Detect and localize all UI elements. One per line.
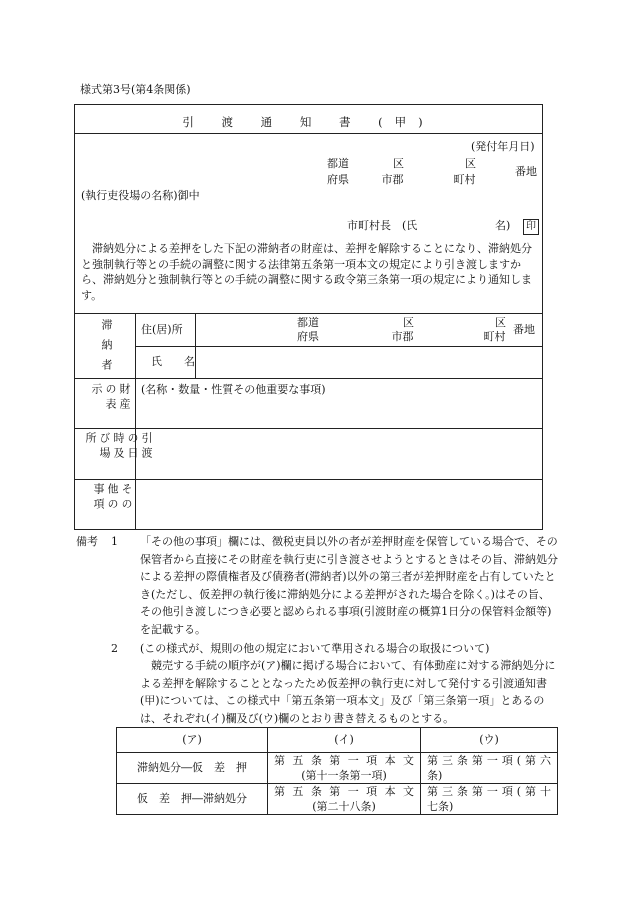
- replacement-table: [116, 727, 558, 815]
- mayor-label: 市町村長 (氏: [347, 219, 418, 232]
- taxpayer-prefecture: 都道 府県: [297, 316, 319, 343]
- seal-mark: 印: [523, 218, 539, 235]
- row-1-a: 滞納処分―仮 差 押: [117, 753, 268, 784]
- header-town: 区 町村: [453, 157, 476, 186]
- note-2-number: 2: [111, 642, 118, 655]
- row-line-5: [75, 479, 542, 480]
- replacement-table-header: [117, 728, 558, 753]
- mayor-name-close: 名): [495, 219, 511, 232]
- row-2-i: 第五条第一項本文 (第二十八条): [268, 784, 421, 815]
- row-line-2: [135, 346, 542, 347]
- row-line-3: [75, 378, 542, 379]
- taxpayer-city: 区 市郡: [391, 316, 414, 343]
- row-1-u: 第三条第一項(第六 条): [421, 753, 558, 784]
- header-prefecture: 都道 府県: [327, 157, 349, 186]
- taxpayer-town: 区 町村: [483, 316, 506, 343]
- header-i: (イ): [268, 728, 421, 753]
- label-column-divider: [135, 313, 136, 529]
- title-divider: [75, 133, 542, 134]
- taxpayer-banchi: 番地: [513, 323, 535, 336]
- note-1: [111, 533, 558, 638]
- property-label: 財産の表示: [90, 383, 131, 413]
- table-row: [117, 784, 558, 815]
- note-2-text: 競売する手続の順序が(ア)欄に掲げる場合において、有体動産に対する滞納処分による差押を解除することとなったため仮差押の執行吏に対して発付する引渡通知書(甲)については、この様式中「第五条第一項本文」及び「第三条第一項」とあるのは、それぞれ(イ)欄及び(ウ)欄のとおり書き替えるものとする。: [140, 659, 556, 725]
- table-row: [117, 753, 558, 784]
- body-paragraph: 滞納処分による差押をした下記の滞納者の財産は、差押を解除することになり、滞納処分と強制執行等との手続の調整に関する法律第五条第一項本文の規定により引き渡しますから、滞納処分と強制執行等との手続の調整に関する政令第三条第一項の規定により通知します。: [81, 242, 532, 302]
- form-number-label: 様式第3号(第4条関係): [80, 83, 191, 96]
- note-1-text: 「その他の事項」欄には、徴税吏員以外の者が差押財産を保管している場合で、その保管者から直接にその財産を執行吏に引き渡させようとするときはその旨、滞納処分による差押の際債権者及び債務者(滞納者)以外の第三者が差押財産を占有していたとき(ただし、仮差押の執行後に滞納処分による差押がされた場合を除く。)はその旨、その他引き渡しにつき必要と認められる事項(引渡財産の概算1日分の保管料金額等)を記載する。: [140, 535, 558, 636]
- row-2-u: 第三条第一項(第十 七条): [421, 784, 558, 815]
- row-line-4: [75, 428, 542, 429]
- notice-form: [74, 104, 543, 530]
- form-title: 引 渡 通 知 書 (甲): [182, 115, 435, 129]
- other-matters-label: その他の事項: [92, 483, 133, 513]
- delivery-label: 引渡の日時及び場所: [84, 432, 153, 462]
- addressee: (執行吏役場の名称)御中: [81, 189, 200, 202]
- property-description-hint: (名称・数量・性質その他重要な事項): [141, 383, 326, 396]
- header-banchi: 番地: [515, 165, 537, 178]
- row-2-a: 仮 差 押―滞納処分: [117, 784, 268, 815]
- taxpayer-address-label: 住(居)所: [141, 323, 183, 336]
- taxpayer-label: 滞納者: [100, 319, 113, 379]
- header-city: 区 市郡: [381, 157, 404, 186]
- note-2-heading: (この様式が、規則の他の規定において準用される場合の取扱について): [140, 642, 490, 655]
- header-a: (ア): [117, 728, 268, 753]
- row-line-1: [75, 313, 542, 314]
- row-1-i: 第五条第一項本文 (第十一条第一項): [268, 753, 421, 784]
- taxpayer-name-label: 氏 名: [151, 355, 195, 368]
- notes-label: 備考: [76, 535, 98, 548]
- note-1-number: 1: [111, 535, 118, 548]
- issue-date: (発付年月日): [471, 140, 535, 153]
- header-u: (ウ): [421, 728, 558, 753]
- sub-label-divider: [195, 313, 196, 378]
